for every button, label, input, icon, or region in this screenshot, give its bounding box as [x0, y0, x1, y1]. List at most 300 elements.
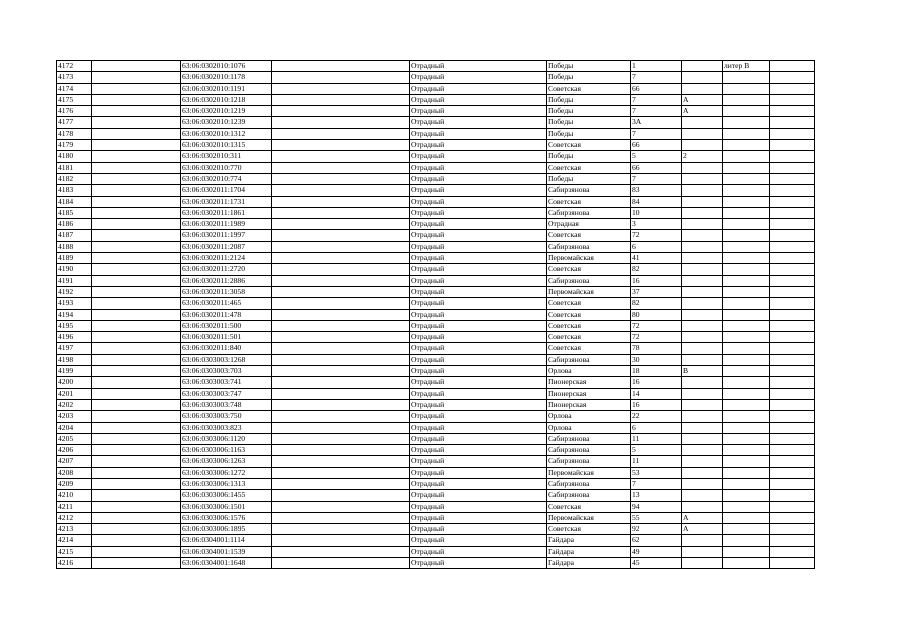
blank-cell-c	[770, 230, 815, 241]
blank-cell-a	[92, 162, 181, 173]
street-cell: Сабирзянова	[547, 185, 631, 196]
record-number-cell: 4195	[57, 320, 92, 331]
blank-cell-a	[92, 524, 181, 535]
locality-cell: Отрадный	[410, 83, 547, 94]
cadastral-number-cell: 63:06:0302011:1997	[181, 230, 272, 241]
note-cell	[723, 524, 770, 535]
locality-cell: Отрадный	[410, 558, 547, 569]
street-cell: Пионерская	[547, 399, 631, 410]
building-suffix-cell	[682, 219, 723, 230]
cadastral-number-cell: 63:06:0303006:1501	[181, 501, 272, 512]
blank-cell-a	[92, 230, 181, 241]
cadastral-number-cell: 63:06:0302011:2124	[181, 253, 272, 264]
locality-cell: Отрадный	[410, 106, 547, 117]
street-cell: Первомайская	[547, 467, 631, 478]
cadastral-number-cell: 63:06:0304001:1648	[181, 558, 272, 569]
building-suffix-cell	[682, 83, 723, 94]
note-cell	[723, 106, 770, 117]
blank-cell-c	[770, 399, 815, 410]
street-cell: Сабирзянова	[547, 478, 631, 489]
record-number-cell: 4216	[57, 558, 92, 569]
table-row	[57, 106, 815, 117]
record-number-cell: 4198	[57, 354, 92, 365]
record-number-cell: 4175	[57, 94, 92, 105]
blank-cell-c	[770, 106, 815, 117]
table-row	[57, 162, 815, 173]
cadastral-number-cell: 63:06:0302010:1218	[181, 94, 272, 105]
blank-cell-c	[770, 286, 815, 297]
record-number-cell: 4213	[57, 524, 92, 535]
blank-cell-a	[92, 456, 181, 467]
record-number-cell: 4190	[57, 264, 92, 275]
building-suffix-cell	[682, 162, 723, 173]
blank-cell-a	[92, 377, 181, 388]
blank-cell-a	[92, 94, 181, 105]
note-cell	[723, 162, 770, 173]
street-cell: Гайдара	[547, 535, 631, 546]
blank-cell-b	[272, 422, 410, 433]
blank-cell-c	[770, 275, 815, 286]
record-number-cell: 4191	[57, 275, 92, 286]
street-cell: Советская	[547, 501, 631, 512]
cadastral-number-cell: 63:06:0302011:478	[181, 309, 272, 320]
building-suffix-cell	[682, 456, 723, 467]
house-number-cell: 3А	[631, 117, 682, 128]
table-row	[57, 422, 815, 433]
blank-cell-b	[272, 106, 410, 117]
blank-cell-c	[770, 241, 815, 252]
blank-cell-b	[272, 490, 410, 501]
blank-cell-b	[272, 207, 410, 218]
blank-cell-b	[272, 558, 410, 569]
house-number-cell: 92	[631, 524, 682, 535]
table-row	[57, 286, 815, 297]
record-number-cell: 4207	[57, 456, 92, 467]
record-number-cell: 4210	[57, 490, 92, 501]
blank-cell-a	[92, 140, 181, 151]
table-row	[57, 512, 815, 523]
blank-cell-a	[92, 433, 181, 444]
record-number-cell: 4187	[57, 230, 92, 241]
record-number-cell: 4206	[57, 445, 92, 456]
blank-cell-c	[770, 332, 815, 343]
house-number-cell: 14	[631, 388, 682, 399]
table-row	[57, 546, 815, 557]
blank-cell-b	[272, 83, 410, 94]
table-row	[57, 309, 815, 320]
note-cell	[723, 117, 770, 128]
street-cell: Победы	[547, 72, 631, 83]
table-row	[57, 388, 815, 399]
blank-cell-b	[272, 546, 410, 557]
blank-cell-a	[92, 343, 181, 354]
note-cell	[723, 298, 770, 309]
table-row	[57, 399, 815, 410]
blank-cell-c	[770, 343, 815, 354]
note-cell	[723, 128, 770, 139]
locality-cell: Отрадный	[410, 128, 547, 139]
record-number-cell: 4188	[57, 241, 92, 252]
house-number-cell: 66	[631, 140, 682, 151]
house-number-cell: 37	[631, 286, 682, 297]
locality-cell: Отрадный	[410, 354, 547, 365]
house-number-cell: 72	[631, 230, 682, 241]
record-number-cell: 4200	[57, 377, 92, 388]
blank-cell-a	[92, 298, 181, 309]
street-cell: Советская	[547, 309, 631, 320]
blank-cell-a	[92, 219, 181, 230]
blank-cell-a	[92, 106, 181, 117]
blank-cell-b	[272, 524, 410, 535]
blank-cell-b	[272, 354, 410, 365]
blank-cell-c	[770, 83, 815, 94]
street-cell: Советская	[547, 524, 631, 535]
cadastral-number-cell: 63:06:0304001:1114	[181, 535, 272, 546]
house-number-cell: 7	[631, 478, 682, 489]
table-row	[57, 535, 815, 546]
blank-cell-c	[770, 320, 815, 331]
house-number-cell: 3	[631, 219, 682, 230]
blank-cell-b	[272, 241, 410, 252]
note-cell	[723, 501, 770, 512]
note-cell	[723, 140, 770, 151]
building-suffix-cell	[682, 388, 723, 399]
note-cell: литер В	[723, 61, 770, 72]
note-cell	[723, 535, 770, 546]
cadastral-number-cell: 63:06:0302010:1312	[181, 128, 272, 139]
blank-cell-b	[272, 309, 410, 320]
record-number-cell: 4202	[57, 399, 92, 410]
street-cell: Отрадная	[547, 219, 631, 230]
blank-cell-a	[92, 185, 181, 196]
cadastral-number-cell: 63:06:0302010:1219	[181, 106, 272, 117]
record-number-cell: 4182	[57, 173, 92, 184]
blank-cell-c	[770, 366, 815, 377]
note-cell	[723, 332, 770, 343]
street-cell: Советская	[547, 196, 631, 207]
cadastral-number-cell: 63:06:0303003:703	[181, 366, 272, 377]
table-row	[57, 433, 815, 444]
blank-cell-c	[770, 377, 815, 388]
note-cell	[723, 433, 770, 444]
house-number-cell: 7	[631, 128, 682, 139]
building-suffix-cell	[682, 140, 723, 151]
blank-cell-a	[92, 207, 181, 218]
cadastral-number-cell: 63:06:0303003:747	[181, 388, 272, 399]
street-cell: Советская	[547, 298, 631, 309]
blank-cell-c	[770, 140, 815, 151]
blank-cell-c	[770, 512, 815, 523]
house-number-cell: 10	[631, 207, 682, 218]
house-number-cell: 22	[631, 411, 682, 422]
locality-cell: Отрадный	[410, 422, 547, 433]
cadastral-number-cell: 63:06:0303006:1455	[181, 490, 272, 501]
record-number-cell: 4189	[57, 253, 92, 264]
blank-cell-b	[272, 151, 410, 162]
blank-cell-a	[92, 72, 181, 83]
building-suffix-cell	[682, 354, 723, 365]
note-cell	[723, 230, 770, 241]
record-number-cell: 4204	[57, 422, 92, 433]
note-cell	[723, 558, 770, 569]
blank-cell-a	[92, 117, 181, 128]
blank-cell-b	[272, 445, 410, 456]
building-suffix-cell: А	[682, 524, 723, 535]
record-number-cell: 4181	[57, 162, 92, 173]
blank-cell-b	[272, 478, 410, 489]
cadastral-number-cell: 63:06:0302010:774	[181, 173, 272, 184]
record-number-cell: 4174	[57, 83, 92, 94]
blank-cell-b	[272, 366, 410, 377]
building-suffix-cell: В	[682, 366, 723, 377]
table-row	[57, 332, 815, 343]
cadastral-number-cell: 63:06:0302011:1989	[181, 219, 272, 230]
street-cell: Пионерская	[547, 377, 631, 388]
house-number-cell: 62	[631, 535, 682, 546]
blank-cell-c	[770, 558, 815, 569]
blank-cell-a	[92, 422, 181, 433]
blank-cell-a	[92, 478, 181, 489]
blank-cell-b	[272, 332, 410, 343]
street-cell: Советская	[547, 264, 631, 275]
house-number-cell: 78	[631, 343, 682, 354]
blank-cell-c	[770, 524, 815, 535]
blank-cell-a	[92, 490, 181, 501]
blank-cell-a	[92, 445, 181, 456]
street-cell: Советская	[547, 83, 631, 94]
locality-cell: Отрадный	[410, 253, 547, 264]
cadastral-number-cell: 63:06:0303006:1895	[181, 524, 272, 535]
record-number-cell: 4212	[57, 512, 92, 523]
record-number-cell: 4176	[57, 106, 92, 117]
building-suffix-cell	[682, 433, 723, 444]
note-cell	[723, 241, 770, 252]
table-row	[57, 241, 815, 252]
blank-cell-b	[272, 388, 410, 399]
table-row	[57, 230, 815, 241]
blank-cell-a	[92, 241, 181, 252]
blank-cell-b	[272, 61, 410, 72]
locality-cell: Отрадный	[410, 309, 547, 320]
blank-cell-c	[770, 117, 815, 128]
blank-cell-a	[92, 61, 181, 72]
registry-sheet	[56, 60, 814, 569]
note-cell	[723, 185, 770, 196]
cadastral-number-cell: 63:06:0303003:741	[181, 377, 272, 388]
record-number-cell: 4180	[57, 151, 92, 162]
cadastral-number-cell: 63:06:0302011:3058	[181, 286, 272, 297]
blank-cell-a	[92, 151, 181, 162]
blank-cell-b	[272, 298, 410, 309]
building-suffix-cell	[682, 490, 723, 501]
table-row	[57, 264, 815, 275]
house-number-cell: 7	[631, 72, 682, 83]
cadastral-number-cell: 63:06:0302011:1704	[181, 185, 272, 196]
table-row	[57, 377, 815, 388]
locality-cell: Отрадный	[410, 298, 547, 309]
cadastral-number-cell: 63:06:0302011:501	[181, 332, 272, 343]
building-suffix-cell	[682, 478, 723, 489]
blank-cell-b	[272, 433, 410, 444]
house-number-cell: 6	[631, 422, 682, 433]
blank-cell-b	[272, 219, 410, 230]
cadastral-number-cell: 63:06:0303003:748	[181, 399, 272, 410]
note-cell	[723, 422, 770, 433]
note-cell	[723, 309, 770, 320]
blank-cell-b	[272, 196, 410, 207]
house-number-cell: 82	[631, 264, 682, 275]
building-suffix-cell	[682, 196, 723, 207]
building-suffix-cell	[682, 275, 723, 286]
note-cell	[723, 512, 770, 523]
note-cell	[723, 445, 770, 456]
note-cell	[723, 264, 770, 275]
street-cell: Советская	[547, 162, 631, 173]
building-suffix-cell	[682, 558, 723, 569]
blank-cell-c	[770, 478, 815, 489]
blank-cell-a	[92, 253, 181, 264]
blank-cell-b	[272, 128, 410, 139]
note-cell	[723, 456, 770, 467]
blank-cell-b	[272, 535, 410, 546]
note-cell	[723, 196, 770, 207]
blank-cell-a	[92, 286, 181, 297]
street-cell: Первомайская	[547, 512, 631, 523]
blank-cell-a	[92, 388, 181, 399]
record-number-cell: 4208	[57, 467, 92, 478]
locality-cell: Отрадный	[410, 377, 547, 388]
blank-cell-b	[272, 512, 410, 523]
street-cell: Победы	[547, 117, 631, 128]
record-number-cell: 4184	[57, 196, 92, 207]
blank-cell-b	[272, 377, 410, 388]
blank-cell-a	[92, 83, 181, 94]
house-number-cell: 16	[631, 275, 682, 286]
note-cell	[723, 366, 770, 377]
street-cell: Сабирзянова	[547, 275, 631, 286]
blank-cell-c	[770, 185, 815, 196]
street-cell: Первомайская	[547, 286, 631, 297]
cadastral-number-cell: 63:06:0303006:1313	[181, 478, 272, 489]
record-number-cell: 4205	[57, 433, 92, 444]
house-number-cell: 18	[631, 366, 682, 377]
building-suffix-cell	[682, 309, 723, 320]
house-number-cell: 11	[631, 456, 682, 467]
locality-cell: Отрадный	[410, 490, 547, 501]
cadastral-number-cell: 63:06:0302010:311	[181, 151, 272, 162]
building-suffix-cell	[682, 72, 723, 83]
blank-cell-c	[770, 354, 815, 365]
blank-cell-b	[272, 467, 410, 478]
record-number-cell: 4185	[57, 207, 92, 218]
table-row	[57, 354, 815, 365]
cadastral-number-cell: 63:06:0303006:1576	[181, 512, 272, 523]
blank-cell-b	[272, 72, 410, 83]
table-row	[57, 83, 815, 94]
house-number-cell: 66	[631, 162, 682, 173]
record-number-cell: 4211	[57, 501, 92, 512]
street-cell: Пионерская	[547, 388, 631, 399]
building-suffix-cell	[682, 377, 723, 388]
table-row	[57, 207, 815, 218]
table-row	[57, 173, 815, 184]
blank-cell-a	[92, 467, 181, 478]
house-number-cell: 83	[631, 185, 682, 196]
blank-cell-c	[770, 535, 815, 546]
table-row	[57, 117, 815, 128]
table-row	[57, 490, 815, 501]
locality-cell: Отрадный	[410, 151, 547, 162]
blank-cell-a	[92, 501, 181, 512]
blank-cell-a	[92, 309, 181, 320]
house-number-cell: 80	[631, 309, 682, 320]
cadastral-number-cell: 63:06:0302011:1731	[181, 196, 272, 207]
blank-cell-a	[92, 128, 181, 139]
locality-cell: Отрадный	[410, 456, 547, 467]
house-number-cell: 1	[631, 61, 682, 72]
locality-cell: Отрадный	[410, 320, 547, 331]
blank-cell-a	[92, 332, 181, 343]
note-cell	[723, 388, 770, 399]
street-cell: Сабирзянова	[547, 456, 631, 467]
locality-cell: Отрадный	[410, 286, 547, 297]
locality-cell: Отрадный	[410, 72, 547, 83]
blank-cell-a	[92, 354, 181, 365]
table-row	[57, 151, 815, 162]
locality-cell: Отрадный	[410, 524, 547, 535]
locality-cell: Отрадный	[410, 411, 547, 422]
locality-cell: Отрадный	[410, 535, 547, 546]
cadastral-number-cell: 63:06:0304001:1539	[181, 546, 272, 557]
street-cell: Победы	[547, 94, 631, 105]
blank-cell-c	[770, 490, 815, 501]
house-number-cell: 66	[631, 83, 682, 94]
blank-cell-c	[770, 456, 815, 467]
cadastral-number-cell: 63:06:0303006:1263	[181, 456, 272, 467]
note-cell	[723, 173, 770, 184]
locality-cell: Отрадный	[410, 207, 547, 218]
cadastral-number-cell: 63:06:0303003:750	[181, 411, 272, 422]
house-number-cell: 41	[631, 253, 682, 264]
cadastral-number-cell: 63:06:0303003:823	[181, 422, 272, 433]
record-number-cell: 4209	[57, 478, 92, 489]
cadastral-number-cell: 63:06:0303003:1268	[181, 354, 272, 365]
house-number-cell: 13	[631, 490, 682, 501]
table-row	[57, 467, 815, 478]
record-number-cell: 4197	[57, 343, 92, 354]
blank-cell-a	[92, 546, 181, 557]
locality-cell: Отрадный	[410, 94, 547, 105]
table-row	[57, 524, 815, 535]
building-suffix-cell	[682, 286, 723, 297]
blank-cell-a	[92, 366, 181, 377]
street-cell: Орлова	[547, 366, 631, 377]
record-number-cell: 4183	[57, 185, 92, 196]
blank-cell-b	[272, 501, 410, 512]
building-suffix-cell	[682, 207, 723, 218]
table-row	[57, 72, 815, 83]
street-cell: Орлова	[547, 422, 631, 433]
building-suffix-cell: 2	[682, 151, 723, 162]
note-cell	[723, 411, 770, 422]
building-suffix-cell	[682, 343, 723, 354]
building-suffix-cell	[682, 61, 723, 72]
locality-cell: Отрадный	[410, 140, 547, 151]
street-cell: Гайдара	[547, 546, 631, 557]
locality-cell: Отрадный	[410, 173, 547, 184]
building-suffix-cell	[682, 117, 723, 128]
table-row	[57, 456, 815, 467]
